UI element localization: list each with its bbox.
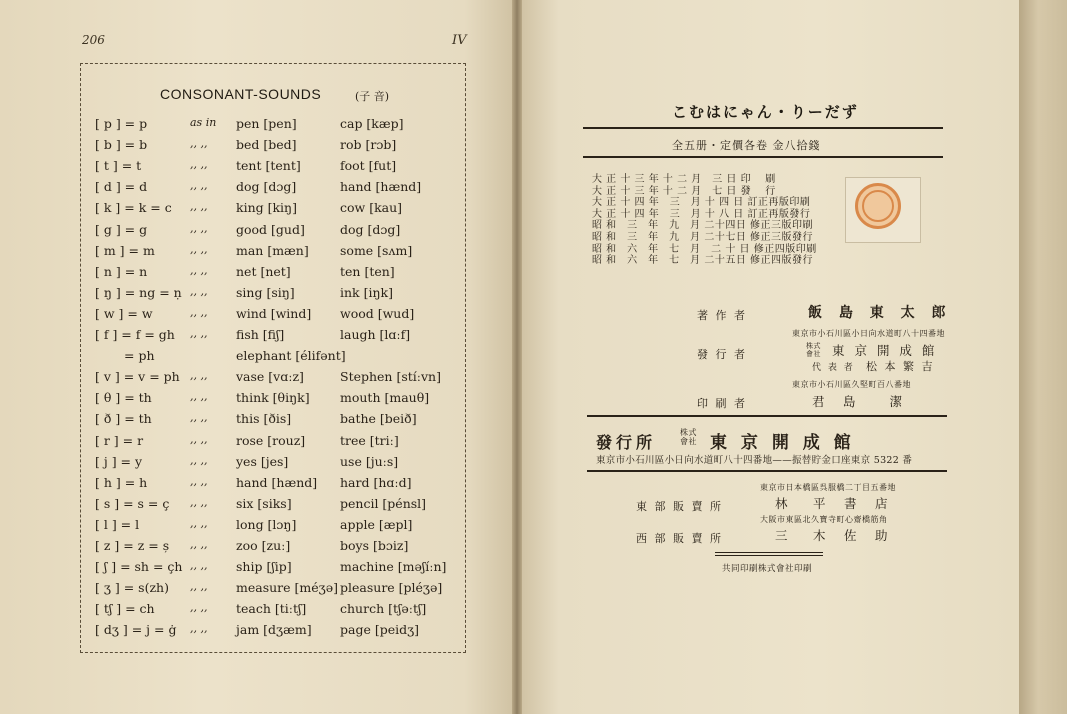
example-word-1: bed [bed] [236, 137, 297, 153]
issuer-kabu: 株式會社 [680, 428, 697, 446]
example-word-1: measure [méʒə] [236, 580, 338, 596]
sound-symbol: [ w ] = w [95, 305, 153, 321]
example-word-2: hand [hænd] [340, 179, 422, 195]
example-word-1: six [siks] [236, 495, 292, 511]
ditto-mark: ,, ,, [190, 622, 208, 636]
example-word-1: yes [jes] [236, 453, 289, 469]
example-word-2: bathe [beið] [340, 411, 417, 427]
example-word-2: pleasure [pléʒə] [340, 580, 443, 596]
rule [587, 470, 947, 472]
printer-address: 東京市小石川區久堅町百八番地 [792, 380, 911, 389]
rule [583, 127, 943, 129]
sound-symbol: [ dʒ ] = j = ġ [95, 622, 177, 638]
example-word-1: teach [tiːtʃ] [236, 601, 307, 617]
west-address: 大阪市東區北久寶寺町心齋橋筋角 [760, 515, 888, 524]
example-word-2: ink [iŋk] [340, 284, 393, 300]
ditto-mark: ,, ,, [190, 263, 208, 277]
example-word-2: boys [bɔiz] [340, 538, 409, 553]
sound-symbol: [ f ] = f = gh [95, 327, 175, 342]
seal-inner-ring [862, 190, 894, 222]
table-title-jp: (子 音) [355, 90, 390, 103]
example-word-1: elephant [élifənt] [236, 348, 346, 364]
example-word-2: mouth [mauθ] [340, 390, 430, 406]
sound-symbol: [ j ] = y [95, 453, 143, 469]
issuer-address: 東京市小石川區小日向水道町八十四番地——振替貯金口座東京 5322 番 [596, 455, 913, 466]
example-word-2: some [sʌm] [340, 242, 413, 258]
example-word-2: apple [æpl] [340, 516, 413, 532]
ditto-mark: ,, ,, [190, 432, 208, 446]
example-word-2: Stephen [stíːvn] [340, 369, 441, 385]
sound-symbol: [ θ ] = th [95, 390, 152, 406]
ditto-mark: ,, ,, [190, 179, 208, 193]
edition-line: 昭 和 三 年 九 月 二十四日 修正三版印刷 [592, 220, 814, 232]
sound-symbol: [ ʒ ] = s(zh) [95, 580, 169, 596]
west-name: 三 木 佐 助 [775, 528, 891, 543]
sound-symbol: [ t ] = t [95, 158, 142, 174]
edition-line: 大 正 十 四 年 三 月 十 四 日 訂正再版印刷 [592, 197, 811, 209]
ditto-mark: ,, ,, [190, 411, 208, 425]
ditto-mark: ,, ,, [190, 284, 208, 298]
ditto-mark: ,, ,, [190, 369, 208, 383]
example-word-1: rose [rouz] [236, 432, 306, 448]
example-word-2: laugh [lɑːf] [340, 327, 411, 342]
sound-symbol: = ph [124, 348, 155, 364]
printer-name: 君 島 潔 [812, 394, 906, 409]
example-word-1: king [kiŋ] [236, 200, 297, 216]
publisher-name: 東 京 開 成 館 [832, 343, 938, 358]
ditto-mark: ,, ,, [190, 242, 208, 256]
example-word-1: pen [pen] [236, 116, 297, 131]
ditto-mark: ,, ,, [190, 580, 208, 594]
east-address: 東京市日本橋區呉服橋二丁目五番地 [760, 483, 896, 492]
sound-symbol: [ ŋ ] = ng = ṇ [95, 284, 182, 300]
east-name: 林 平 書 店 [775, 496, 891, 511]
ditto-mark: ,, ,, [190, 137, 208, 151]
ditto-mark: as in [190, 116, 217, 129]
rep-label: 代 表 者 [812, 363, 855, 373]
page-number: 206 [82, 33, 105, 47]
sound-symbol: [ r ] = r [95, 432, 144, 448]
ditto-mark: ,, ,, [190, 390, 208, 404]
issuer-label: 發行所 [596, 433, 657, 452]
ditto-mark: ,, ,, [190, 495, 208, 509]
rule [587, 415, 947, 417]
ditto-mark: ,, ,, [190, 221, 208, 235]
edition-line: 昭 和 六 年 七 月 二十五日 修正四版發行 [592, 255, 814, 267]
example-word-1: net [net] [236, 263, 291, 279]
ditto-mark: ,, ,, [190, 453, 208, 467]
rule [583, 156, 943, 158]
example-word-2: dog [dɔg] [340, 221, 401, 237]
author-name: 飯 島 東 太 郎 [808, 305, 952, 321]
ditto-mark: ,, ,, [190, 305, 208, 319]
rule [715, 555, 823, 556]
ditto-mark: ,, ,, [190, 516, 208, 530]
example-word-1: think [θiŋk] [236, 390, 310, 406]
example-word-2: cap [kæp] [340, 116, 404, 131]
sound-symbol: [ z ] = z = ș [95, 538, 170, 553]
edition-line: 昭 和 六 年 七 月 二 十 日 修正四版印刷 [592, 243, 817, 255]
section-numeral: IV [452, 33, 467, 48]
ditto-mark: ,, ,, [190, 327, 208, 340]
ditto-mark: ,, ,, [190, 559, 208, 573]
sound-symbol: [ p ] = p [95, 116, 148, 131]
example-word-1: sing [siŋ] [236, 284, 295, 300]
issuer-name: 東 京 開 成 館 [710, 433, 855, 453]
example-word-1: dog [dɔg] [236, 179, 297, 195]
example-word-2: pencil [pénsl] [340, 495, 427, 511]
sound-symbol: [ s ] = s = ç [95, 495, 170, 511]
example-word-1: this [ðis] [236, 411, 292, 427]
publisher-address: 東京市小石川區小日向水道町八十四番地 [792, 329, 945, 338]
example-word-2: machine [məʃíːn] [340, 559, 447, 575]
east-label: 東 部 販 賣 所 [636, 500, 723, 513]
ditto-mark: ,, ,, [190, 200, 208, 214]
sound-symbol: [ ʃ ] = sh = çh [95, 559, 183, 575]
example-word-1: fish [fiʃ] [236, 327, 285, 342]
sound-symbol: [ d ] = d [95, 179, 148, 195]
example-word-2: tree [triː] [340, 432, 399, 448]
ditto-mark: ,, ,, [190, 601, 208, 615]
sound-symbol: [ n ] = n [95, 263, 148, 279]
example-word-1: hand [hænd] [236, 474, 318, 490]
example-word-1: wind [wind] [236, 305, 312, 321]
sound-symbol: [ l ] = l [95, 516, 140, 532]
example-word-2: wood [wud] [340, 305, 415, 321]
printing-company: 共同印刷株式會社印刷 [722, 564, 813, 574]
sound-symbol: [ h ] = h [95, 474, 148, 490]
rule [715, 552, 823, 553]
price-line: 全五册・定價各卷 金八拾錢 [672, 139, 821, 152]
example-word-1: vase [vɑːz] [236, 369, 304, 385]
sound-symbol: [ ð ] = th [95, 411, 152, 427]
example-word-1: good [gud] [236, 221, 305, 237]
sound-symbol: [ k ] = k = c [95, 200, 172, 216]
example-word-2: ten [ten] [340, 263, 395, 279]
table-title: CONSONANT-SOUNDS [160, 86, 322, 102]
sound-symbol: [ b ] = b [95, 137, 148, 153]
sound-symbol: [ v ] = v = ph [95, 369, 180, 385]
sound-symbol: [ m ] = m [95, 242, 155, 258]
rep-name: 松 本 繁 吉 [866, 360, 935, 373]
publisher-label: 發 行 者 [697, 348, 747, 361]
example-word-1: jam [dʒæm] [236, 622, 312, 638]
book-gutter [512, 0, 522, 714]
sound-symbol: [ tʃ ] = ch [95, 601, 155, 617]
example-word-2: hard [hɑːd] [340, 474, 412, 490]
example-word-2: rob [rɔb] [340, 137, 397, 153]
example-word-1: ship [ʃip] [236, 559, 292, 575]
ditto-mark: ,, ,, [190, 538, 208, 551]
example-word-1: zoo [zuː] [236, 538, 291, 553]
edition-line: 大 正 十 三 年 十 二 月 七 日 發 行 [592, 185, 776, 197]
example-word-1: long [lɔŋ] [236, 516, 297, 532]
west-label: 西 部 販 賣 所 [636, 532, 723, 545]
edition-line: 大 正 十 四 年 三 月 十 八 日 訂正再版發行 [592, 208, 811, 220]
example-word-2: use [juːs] [340, 453, 399, 469]
example-word-2: page [peidʒ] [340, 622, 420, 638]
ditto-mark: ,, ,, [190, 474, 208, 488]
edition-line: 昭 和 三 年 九 月 二十七日 修正三版發行 [592, 232, 814, 243]
book-title: こむはにゃん・りーだず [672, 103, 859, 121]
printer-label: 印 刷 者 [697, 397, 747, 410]
page-edge [1019, 0, 1067, 714]
example-word-1: man [mæn] [236, 242, 309, 258]
example-word-1: tent [tent] [236, 158, 301, 174]
author-label: 著 作 者 [697, 309, 747, 322]
ditto-mark: ,, ,, [190, 158, 208, 172]
sound-symbol: [ g ] = g [95, 221, 148, 237]
edition-line: 大 正 十 三 年 十 二 月 三 日 印 刷 [592, 174, 776, 185]
publisher-kabu: 株式會社 [806, 342, 821, 358]
example-word-2: church [tʃəːtʃ] [340, 601, 427, 617]
example-word-2: cow [kau] [340, 200, 403, 216]
example-word-2: foot [fut] [340, 158, 397, 174]
